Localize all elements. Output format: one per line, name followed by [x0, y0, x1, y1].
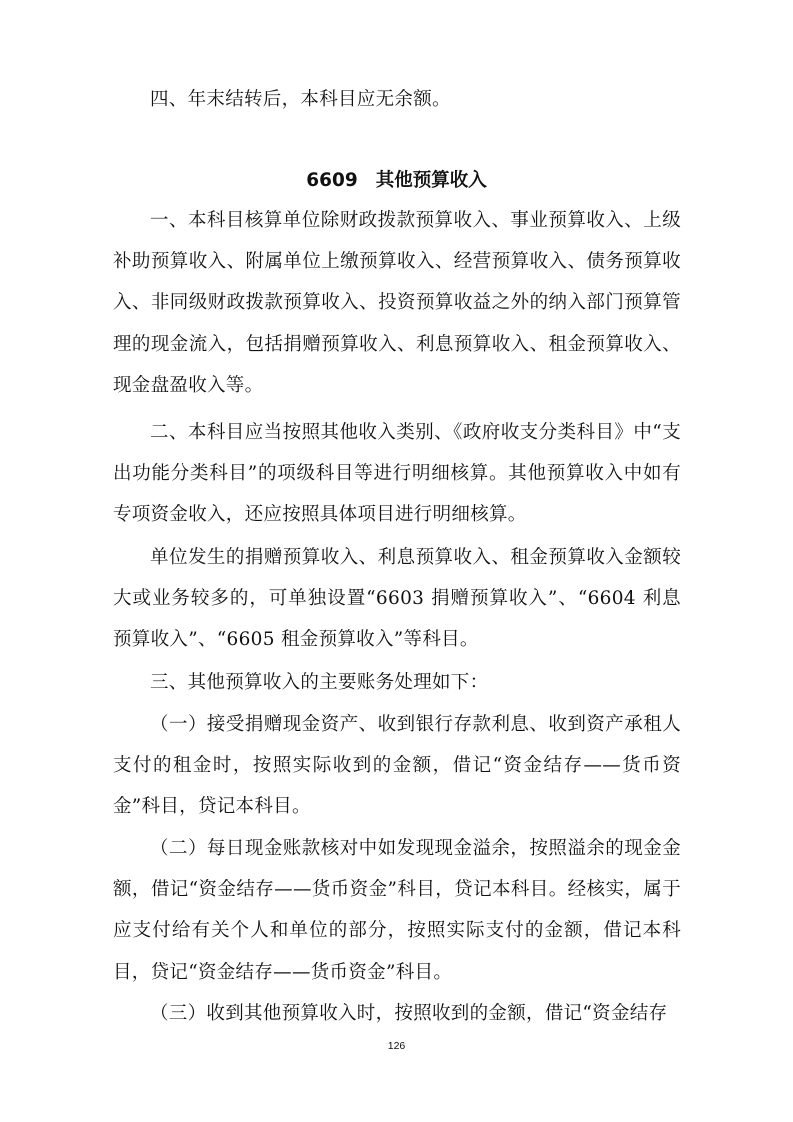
paragraph-entry-3: （三）收到其他预算收入时，按照收到的金额，借记“资金结存: [150, 1003, 668, 1024]
paragraph-entry-1: （一）接受捐赠现金资产、收到银行存款利息、收到资产承租人支付的租金时，按照实际收到的金额，借记“资金结存——货币资金”科目，贷记本科目。: [113, 714, 681, 818]
paragraph-separate-accounts: 单位发生的捐赠预算收入、利息预算收入、租金预算收入金额较大或业务较多的，可单独设置“6603 捐赠预算收入”、“6604 利息预算收入”、“6605 租金预算收入”等科目。: [113, 547, 681, 651]
paragraph-entry-2: （二）每日现金账款核对中如发现现金溢余，按照溢余的现金金额，借记“资金结存——货币资金”科目，贷记本科目。经核实，属于应支付给有关个人和单位的部分，按照实际支付的金额，借记本科目，贷记“资金结存——货币资金”科目。: [113, 838, 681, 983]
paragraph-main-entries: 三、其他预算收入的主要账务处理如下：: [150, 672, 489, 693]
section-name: 其他预算收入: [375, 170, 487, 191]
section-title: [0, 166, 793, 196]
page-number: 126: [387, 1040, 406, 1052]
paragraph-scope: 一、本科目核算单位除财政拨款预算收入、事业预算收入、上级补助预算收入、附属单位上缴预算收入、经营预算收入、债务预算收入、非同级财政拨款预算收入、投资预算收益之外的纳入部门预算管理的现金流入，包括捐赠预算收入、利息预算收入、租金预算收入、现金盘盈收入等。: [113, 210, 681, 396]
paragraph-detail-accounting: 二、本科目应当按照其他收入类别、《政府收支分类科目》中“支出功能分类科目”的项级科目等进行明细核算。其他预算收入中如有专项资金收入，还应按照具体项目进行明细核算。: [113, 422, 681, 526]
paragraph-year-end: 四、年末结转后，本科目应无余额。: [150, 89, 451, 110]
section-code: 6609: [306, 170, 358, 191]
